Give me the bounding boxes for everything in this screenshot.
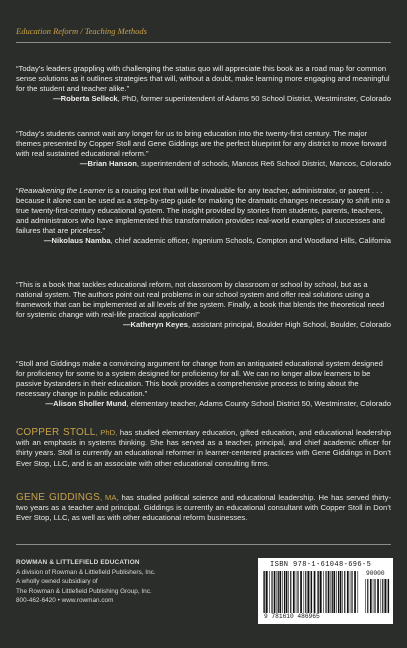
blurb-text: “Today’s leaders grappling with challenging the status quo will appreciate this book as a road map for common sense solutions as it outlines strategies that will, without a doubt, make learning more engaging and meaningful for the student and teacher alike.” — [16, 64, 390, 93]
barcode-bar — [263, 571, 264, 613]
blurb-attribution: —Nikolaus Namba, chief academic officer, Ingenium Schools, Compton and Woodland Hills, California — [43, 236, 391, 245]
barcode-bar — [374, 579, 375, 613]
barcode-bar — [350, 571, 351, 613]
blurb-attribution: —Alison Sholler Mund, elementary teacher, Adams County School District 50, Westminster, Colorado — [45, 399, 391, 408]
barcode-bar — [311, 571, 312, 613]
barcode-box — [258, 558, 393, 624]
publisher-contact: 800-462-6420 • www.rowman.com — [16, 597, 114, 605]
blurb-2 — [16, 129, 391, 169]
barcode-bar — [310, 571, 311, 613]
barcode-bar — [277, 571, 278, 613]
book-title: Reawakening the Learner — [18, 186, 106, 195]
isbn-label: ISBN 978-1-61048-696-5 — [270, 561, 372, 569]
publisher-line: A wholly owned subsidiary of — [16, 578, 98, 586]
barcode-bar — [370, 579, 372, 613]
barcode-bar — [314, 571, 316, 613]
barcode-bar — [300, 571, 302, 613]
barcode-bar — [387, 579, 388, 613]
barcode-bar — [320, 571, 322, 613]
barcode-bar — [344, 571, 345, 613]
barcode-bar — [340, 571, 342, 613]
barcode-bar — [305, 571, 306, 613]
barcode-digits: 9 781610 486965 — [264, 613, 320, 620]
blurb-attribution: —Katheryn Keyes, assistant principal, Boulder High School, Boulder, Colorado — [122, 320, 391, 329]
barcode-bar — [382, 579, 383, 613]
barcode-bar — [354, 571, 356, 613]
barcode-bar — [318, 571, 319, 613]
barcode-bar — [358, 571, 359, 613]
publisher-line: The Rowman & Littlefield Publishing Group, Inc. — [16, 587, 152, 595]
barcode-bar — [307, 571, 309, 613]
barcode-bar — [365, 579, 366, 613]
barcode-bar — [331, 571, 332, 613]
barcode-bar — [290, 571, 291, 613]
barcode-bar — [342, 571, 343, 613]
bottom-rule — [16, 544, 391, 545]
blurb-text: “Today’s students cannot wait any longer for us to bring education into the twenty-first century. The major themes presented by Copper Stoll and Gene Giddings are the perfect blueprint for any district to move forward with real sustained educational reform.” — [16, 129, 387, 158]
barcode-bar — [338, 571, 339, 613]
author-bio-text: has studied elementary education, gifted education, and educational leadership with an emphasis in systems thinking. She has served as a teacher, principal, and chief academic officer for thirty years. Stoll is currently an educational reformer in learner-centered practices with Gene Giddings in Don’t Ever Stop, LLC, and is an associate with other educational consulting firms. — [16, 428, 391, 468]
blurb-attribution: —Brian Hanson, superintendent of schools, Mancos Re6 School District, Mancos, Colorado — [79, 159, 391, 168]
barcode-bar — [274, 571, 276, 613]
author-bio-text: has studied political science and educational leadership. He has served thirty-two years as a teacher and principal. Giddings is currently an educational consultant with Copper Stoll in Don’t Ever Stop, LLC, as well as with other educational reform businesses. — [16, 493, 391, 523]
barcode-bar — [347, 571, 349, 613]
barcode-bar — [325, 571, 326, 613]
barcode-bar — [336, 571, 337, 613]
barcode-bar — [373, 579, 374, 613]
blurb-text: “This is a book that tackles educational reform, not classroom by classroom or school by school, but as a national system. The authors point out real problems in our school system and offer real solutions using a framework that can be implemented at all levels of the system. Finally, a book that blends the theoretical need for systemic change with real-life practical application!” — [16, 280, 385, 319]
publisher-name: ROWMAN & LITTLEFIELD EDUCATION — [16, 559, 140, 566]
barcode-bar — [286, 571, 288, 613]
barcode-bar — [293, 571, 295, 613]
barcode-bar — [377, 579, 379, 613]
category-label: Education Reform / Teaching Methods — [16, 26, 147, 36]
barcode-bar — [264, 571, 265, 613]
barcode-bar — [381, 579, 382, 613]
barcode-bar — [328, 571, 330, 613]
barcode-bar — [388, 579, 389, 613]
author-bio-stoll — [16, 428, 391, 469]
barcode-bar — [288, 571, 289, 613]
blurb-4 — [16, 280, 391, 330]
author-name: GENE GIDDINGS — [16, 492, 100, 503]
publisher-info — [16, 558, 156, 606]
blurb-3: “Reawakening the Learner is a rousing text that will be invaluable for any teacher, administrator, or parent . . . because it alone can be used as a step-by-step guide for making the dramatic changes necessary to shift into a true twenty-first-century educational system. The insight provided by stories from students, parents, teachers, and administrators who have implemented this transformation provides real-world examples of successes and failures that are priceless.” —Nikolaus Namba, chief academic officer, Ingenium Schools, Compton and Woodland Hills, California — [16, 186, 391, 245]
barcode-bar — [333, 571, 335, 613]
barcode-bar — [282, 571, 283, 613]
author-name: COPPER STOLL — [16, 427, 96, 438]
barcode-bar — [317, 571, 318, 613]
price-code: 90000 — [366, 570, 385, 577]
blurb-text: “Stoll and Giddings make a convincing argument for change from an antiquated educational system designed for proficiency for some to a system designed for proficiency for all. We can no longer allow learners to be passive bystanders in their education. This book provides a comprehensive process to bring about the necessary change in public education.” — [16, 359, 383, 398]
author-bio-giddings — [16, 493, 391, 524]
blurb-1 — [16, 64, 391, 104]
author-degree: , MA, — [100, 493, 119, 502]
barcode-bar — [269, 571, 270, 613]
barcode-bar — [351, 571, 352, 613]
blurb-5 — [16, 359, 391, 409]
barcode-icon — [262, 571, 360, 613]
barcode-bar — [297, 571, 298, 613]
top-rule — [16, 42, 391, 43]
addon-barcode-icon — [364, 579, 390, 613]
barcode-bar — [296, 571, 297, 613]
barcode-bar — [332, 571, 333, 613]
barcode-bar — [323, 571, 324, 613]
barcode-bar — [266, 571, 268, 613]
barcode-bar — [278, 571, 279, 613]
barcode-bar — [384, 579, 386, 613]
barcode-bar — [304, 571, 305, 613]
author-degree: , PhD, — [95, 428, 118, 437]
barcode-bar — [279, 571, 281, 613]
blurb-text: is a rousing text that will be invaluable for any teacher, administrator, or parent . . . because it alone can be used as a step-by-step guide for making the dramatic changes necessary to shift into a true twenty-first-century educational system. The insight provided by stories from students, parents, teachers, and administrators who have implemented this transformation provides real-world examples of successes and failures that are priceless.” — [16, 186, 390, 235]
barcode-bar — [367, 579, 368, 613]
barcode-bar — [271, 571, 272, 613]
barcode-bar — [284, 571, 285, 613]
publisher-line: A division of Rowman & Littlefield Publishers, Inc. — [16, 568, 156, 576]
blurb-attribution: —Roberta Selleck, PhD, former superintendent of Adams 50 School District, Westminster, Colorado — [53, 94, 391, 103]
